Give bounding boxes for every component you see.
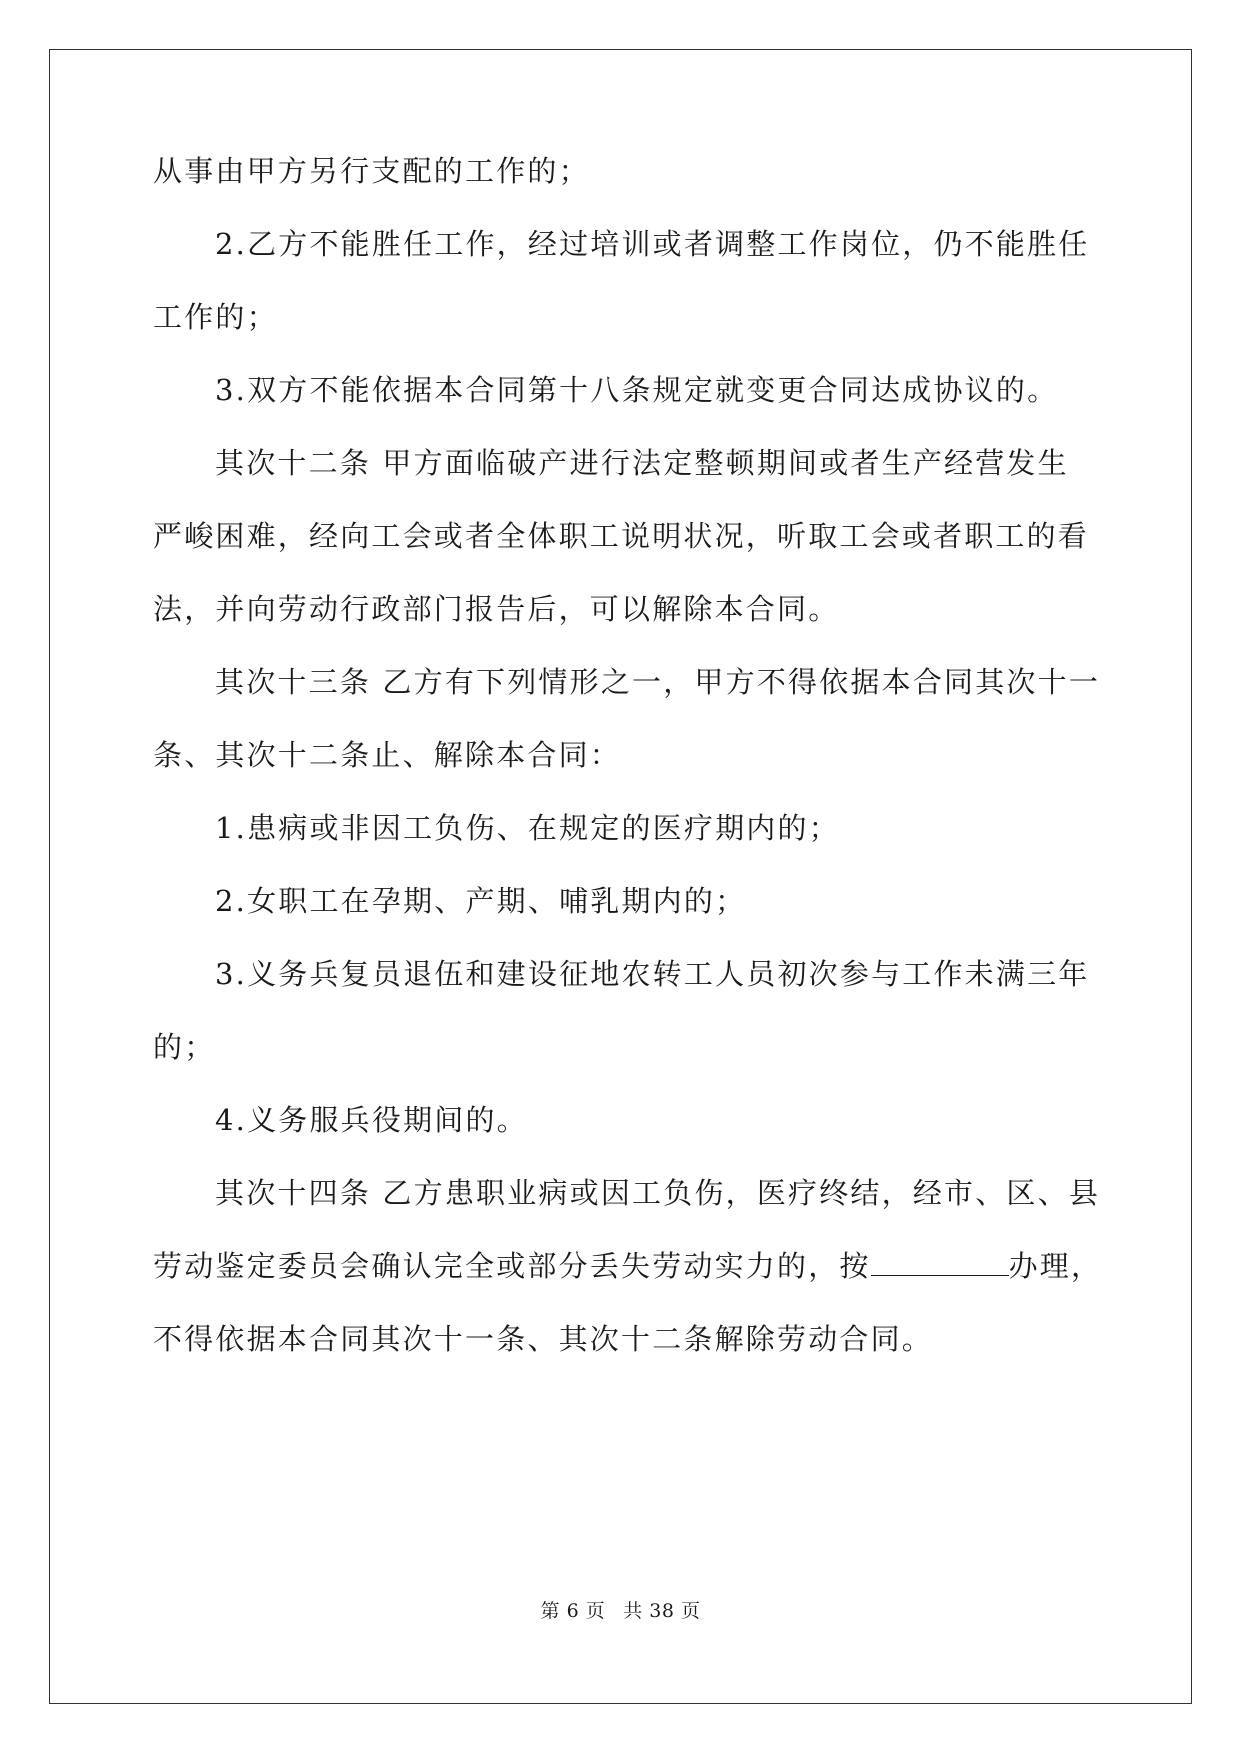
text-line: 其次十二条 甲方面临破产进行法定整顿期间或者生产经营发生 [215, 446, 1069, 480]
text-line: 3.义务兵复员退伍和建设征地农转工人员初次参与工作未满三年 [215, 957, 1090, 991]
text-line: 法，并向劳动行政部门报告后，可以解除本合同。 [153, 592, 840, 626]
text-line: 的； [153, 1030, 216, 1064]
text-line: 工作的； [153, 300, 278, 334]
text-line: 从事由甲方另行支配的工作的； [153, 154, 590, 188]
text-line: 1.患病或非因工负伤、在规定的医疗期内的； [215, 811, 840, 845]
text-segment: 劳动鉴定委员会确认完全或部分丢失劳动实力的，按 [153, 1249, 871, 1283]
page-footer [0, 1596, 1241, 1623]
text-line: 其次十三条 乙方有下列情形之一，甲方不得依据本合同其次十一 [215, 665, 1101, 699]
text-line: 其次十四条 乙方患职业病或因工负伤，医疗终结，经市、区、县 [215, 1176, 1101, 1210]
text-line: 严峻困难，经向工会或者全体职工说明状况，听取工会或者职工的看 [153, 519, 1090, 553]
text-line: 4.义务服兵役期间的。 [215, 1103, 528, 1137]
page-number: 第 6 页 [540, 1600, 606, 1622]
fill-in-blank [871, 1251, 1009, 1276]
text-line: 3.双方不能依据本合同第十八条规定就变更合同达成协议的。 [215, 373, 1059, 407]
text-line: 2.女职工在孕期、产期、哺乳期内的； [215, 884, 747, 918]
text-line-with-blank [153, 1246, 1102, 1286]
total-pages: 共 38 页 [623, 1600, 701, 1622]
text-line: 不得依据本合同其次十一条、其次十二条解除劳动合同。 [153, 1322, 934, 1356]
text-line: 条、其次十二条止、解除本合同： [153, 738, 622, 772]
text-segment: 办理， [1008, 1249, 1103, 1283]
text-line: 2.乙方不能胜任工作，经过培训或者调整工作岗位，仍不能胜任 [215, 227, 1090, 261]
